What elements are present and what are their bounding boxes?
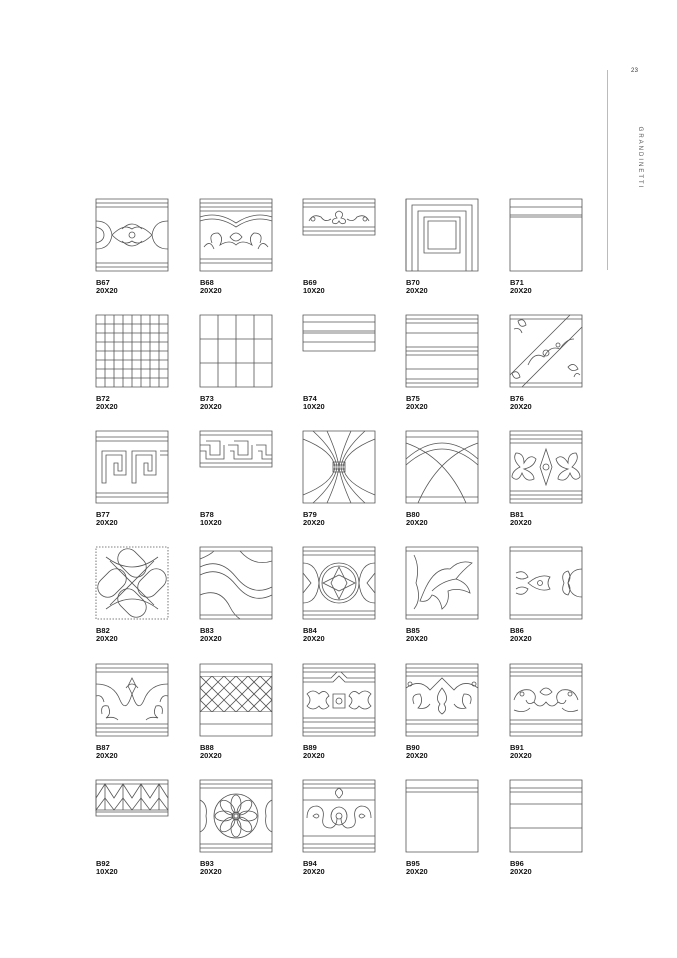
tile-drawing — [510, 780, 582, 852]
tile-drawing — [303, 664, 375, 736]
tile-code: B90 — [406, 743, 420, 752]
tile-code: B92 — [96, 859, 110, 868]
tile-size: 20X20 — [200, 286, 222, 295]
tile-b84 — [303, 547, 375, 643]
tile-b77 — [96, 431, 168, 527]
tile-code: B81 — [510, 510, 524, 519]
tile-drawing — [303, 780, 375, 852]
tile-size: 20X20 — [406, 634, 428, 643]
tile-code: B84 — [303, 626, 317, 635]
tile-b82 — [96, 547, 168, 643]
tile-size: 20X20 — [96, 751, 118, 760]
tile-size: 20X20 — [96, 286, 118, 295]
tile-size: 20X20 — [200, 634, 222, 643]
tile-size: 20X20 — [303, 518, 325, 527]
side-divider — [607, 70, 608, 270]
tile-drawing — [303, 547, 375, 619]
tile-size: 20X20 — [200, 402, 222, 411]
tile-code: B75 — [406, 394, 420, 403]
tile-drawing — [96, 315, 168, 387]
tile-b89 — [303, 664, 375, 760]
tile-size: 20X20 — [406, 518, 428, 527]
tile-size: 20X20 — [510, 286, 532, 295]
tile-b78 — [200, 431, 272, 527]
tile-code: B86 — [510, 626, 524, 635]
tile-drawing — [406, 315, 478, 387]
tile-b79 — [303, 431, 375, 527]
page-number: 23 — [631, 68, 639, 74]
tile-drawing — [406, 199, 478, 271]
tile-b85 — [406, 547, 478, 643]
tile-drawing — [510, 547, 582, 619]
tile-b91 — [510, 664, 582, 760]
tile-b69 — [303, 199, 375, 295]
tile-size: 20X20 — [96, 518, 118, 527]
tile-code: B91 — [510, 743, 524, 752]
tile-drawing — [303, 315, 375, 351]
tile-drawing — [406, 431, 478, 503]
tile-drawing — [510, 431, 582, 503]
tile-code: B95 — [406, 859, 420, 868]
tile-b72 — [96, 315, 168, 411]
tile-code: B82 — [96, 626, 110, 635]
tile-code: B77 — [96, 510, 110, 519]
tile-code: B72 — [96, 394, 110, 403]
tile-drawing — [96, 431, 168, 503]
tile-b86 — [510, 547, 582, 643]
tile-drawing — [510, 199, 582, 271]
tile-b83 — [200, 547, 272, 643]
tile-b96 — [510, 780, 582, 876]
section-title: GRANDINETTI — [637, 126, 643, 190]
tile-size: 10X20 — [200, 518, 222, 527]
tile-b76 — [510, 315, 582, 411]
tile-code: B69 — [303, 278, 317, 287]
tile-size: 20X20 — [510, 402, 532, 411]
tile-b87 — [96, 664, 168, 760]
tile-code: B70 — [406, 278, 420, 287]
tile-b95 — [406, 780, 478, 876]
tile-code: B71 — [510, 278, 524, 287]
tile-drawing — [406, 664, 478, 736]
tile-b80 — [406, 431, 478, 527]
tile-size: 10X20 — [303, 402, 325, 411]
tile-b73 — [200, 315, 272, 411]
tile-drawing — [200, 199, 272, 271]
tile-drawing — [510, 315, 582, 387]
tile-size: 20X20 — [510, 518, 532, 527]
tile-size: 20X20 — [510, 634, 532, 643]
tile-size: 20X20 — [406, 867, 428, 876]
tile-b68 — [200, 199, 272, 295]
tile-size: 20X20 — [406, 286, 428, 295]
tile-code: B85 — [406, 626, 420, 635]
tile-code: B87 — [96, 743, 110, 752]
tile-drawing — [406, 780, 478, 852]
tile-drawing — [200, 664, 272, 736]
tile-size: 10X20 — [96, 867, 118, 876]
tile-b74 — [303, 315, 375, 411]
tile-code: B79 — [303, 510, 317, 519]
tile-code: B83 — [200, 626, 214, 635]
tile-code: B94 — [303, 859, 317, 868]
tile-b92 — [96, 780, 168, 876]
tile-code: B78 — [200, 510, 214, 519]
tile-code: B74 — [303, 394, 317, 403]
tile-b93 — [200, 780, 272, 876]
tile-size: 20X20 — [200, 867, 222, 876]
tile-size: 20X20 — [406, 751, 428, 760]
tile-b90 — [406, 664, 478, 760]
tile-code: B93 — [200, 859, 214, 868]
tile-b88 — [200, 664, 272, 760]
tile-b75 — [406, 315, 478, 411]
tile-drawing — [303, 199, 375, 235]
tile-drawing — [96, 780, 168, 816]
tile-code: B76 — [510, 394, 524, 403]
tile-b71 — [510, 199, 582, 295]
tile-b94 — [303, 780, 375, 876]
tile-drawing — [200, 431, 272, 467]
tile-size: 20X20 — [200, 751, 222, 760]
tile-drawing — [96, 547, 168, 619]
tile-size: 20X20 — [303, 751, 325, 760]
tile-code: B88 — [200, 743, 214, 752]
tile-size: 20X20 — [303, 634, 325, 643]
tile-size: 20X20 — [303, 867, 325, 876]
tile-drawing — [303, 431, 375, 503]
tile-drawing — [96, 199, 168, 271]
tile-code: B73 — [200, 394, 214, 403]
tile-size: 20X20 — [510, 751, 532, 760]
tile-code: B67 — [96, 278, 110, 287]
tile-code: B80 — [406, 510, 420, 519]
tile-drawing — [510, 664, 582, 736]
tile-b70 — [406, 199, 478, 295]
tile-b81 — [510, 431, 582, 527]
tile-b67 — [96, 199, 168, 295]
tile-size: 20X20 — [406, 402, 428, 411]
tile-drawing — [96, 664, 168, 736]
tile-size: 10X20 — [303, 286, 325, 295]
tile-size: 20X20 — [510, 867, 532, 876]
tile-drawing — [200, 780, 272, 852]
tile-size: 20X20 — [96, 634, 118, 643]
tile-size: 20X20 — [96, 402, 118, 411]
tile-code: B68 — [200, 278, 214, 287]
tile-drawing — [406, 547, 478, 619]
tile-drawing — [200, 315, 272, 387]
tile-code: B89 — [303, 743, 317, 752]
tile-drawing — [200, 547, 272, 619]
tile-code: B96 — [510, 859, 524, 868]
